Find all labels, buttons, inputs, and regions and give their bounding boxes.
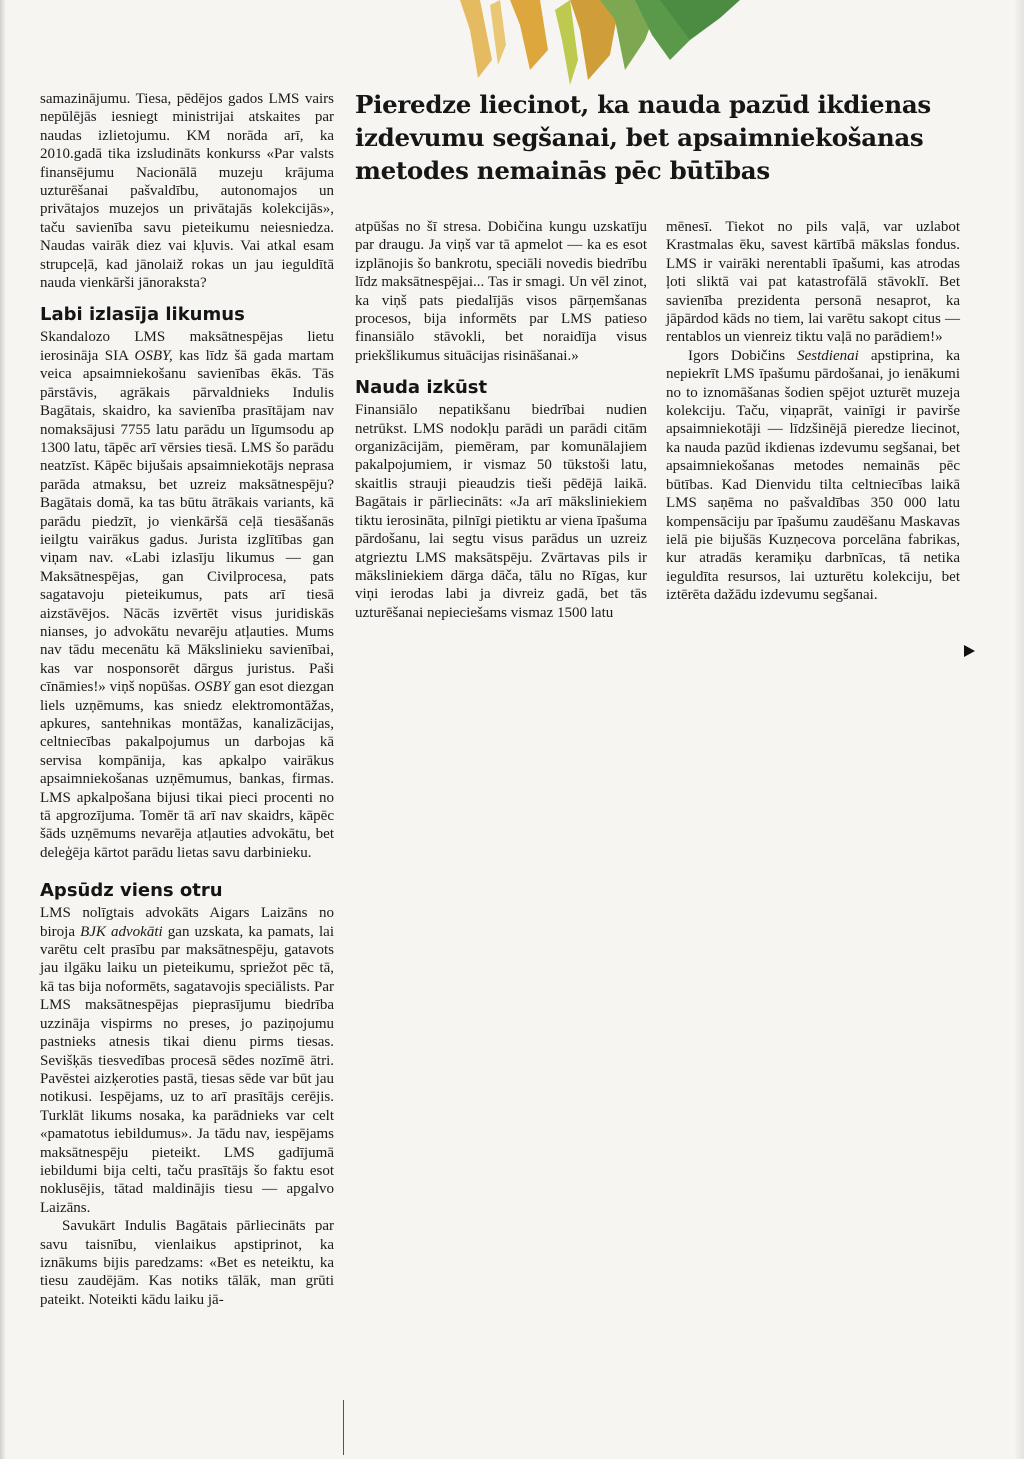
paint-splash-decoration <box>420 0 750 90</box>
section-heading-labi-izlasija: Labi izlasīja likumus <box>40 304 245 326</box>
continue-arrow-icon <box>964 645 975 657</box>
paragraph: Finansiālo nepatikšanu biedrībai nudien netrūkst. LMS nodokļu parādi un parādi citām organizācijām, piemēram, par komunālajiem pakalpojumiem, ir vismaz 50 tūkstoši latu, skaitlis strauji pieaudzis tieši pēdējā laikā. Bagātais ir pārliecināts: «Ja arī māksliniekiem tiktu ierosināta, pilnīgi pietiktu ar viena īpašuma pārdošanu, lai segtu visus parādus un uzreiz atgrieztu LMS maksātspēju. Zvārtavas pils ir māksliniekiem dārga dāča, tālu no Rīgas, kur viņi ierodas labi ja divreiz gadā, bet tās uzturēšanai nepieciešams vismaz 1500 latu <box>355 402 647 621</box>
company-name: OSBY <box>194 679 231 696</box>
firm-name: BJK advokāti <box>80 923 163 940</box>
paragraph: Igors Dobičins Sestdienai apstiprina, ka nepiekrīt LMS īpašumu pārdošanai, jo ienākumi no to iznomāšanas šodien spējot uzturēt muzeja kolekciju. Taču, viņaprāt, vainīgi ir pavirše apsaimniekotāji — līdzšinējā pieredze liecinot, ka nauda pazūd ikdienas izdevumu segšanai, bet apsaimniekošanas metodes nemainās pēc būtības. Kad Dienvidu tilta celtniecības laikā LMS saņēma no pašvaldības 350 000 latu kompensāciju par īpašumu zaudēšanu Maskavas ielā pie bijušās Kuzņecova porcelāna fabrikas, kur atradās keramiķu darbnīcas, tā netika ieguldīta resursos, lai uzturētu kolekciju, bet iztērēta dažādu izdevumu segšanai. <box>666 347 960 604</box>
page-shadow <box>0 0 6 1459</box>
paragraph: samazinājumu. Tiesa, pēdējos gados LMS vairs nepūlējās iesniegt ministrijai atskaites par naudas izlietojumu. KM norāda arī, ka 2010.gadā tika izsludināts konkurss «Par valsts finansējumu Nacionālā muzeju krājuma uzturēšanai pašvaldību, autonomajos un privātajos muzejos un privātajās kolekcijās», taču savienība savu pieteikumu neiesniedza. Naudas vairāk diez vai kļuvis. Vai atkal esam strupceļā, kad jānolaiž rokas un jau ieguldītā nauda vienkārši jānoraksta? <box>40 91 334 292</box>
page-fold <box>1014 0 1024 1459</box>
text-column-2 <box>355 218 647 622</box>
text-column-1 <box>40 90 334 1309</box>
publication-name: Sestdienai <box>797 347 859 364</box>
section-heading-nauda-izkust: Nauda izkūst <box>355 377 488 399</box>
paragraph: mēnesī. Tiekot no pils vaļā, var uzlabot Krastmalas ēku, savest kārtībā mākslas fondus. LMS ir vairāki nerentabli īpašumi, kas atrodas ļoti sliktā vai pat katastrofālā stāvoklī. Bet savienība prezidenta personā nesaprot, ka jāpārdod kāds no tiem, lai varētu sakopt citus — rentablos un vienreiz tiktu vaļā no parādiem!» <box>666 219 960 346</box>
paragraph: LMS nolīgtais advokāts Aigars Laizāns no biroja BJK advokāti gan uzskata, ka pamats, lai varētu celt prasību par maksātnespēju, gatavots jau ilgāku laiku un pieteikumu, spriežot pēc tā, kā tas bija noformēts, sagatavojis speciālists. Par LMS maksātnespējas pieprasījumu biedrība uzzināja vispirms no preses, jo paziņojumu pastnieks atnesis tikai dienu pirms tiesas. Sevišķās tiesvedības procesā sēdes nozīmē ātri. Pavēstei aizķeroties pastā, tiesas sēde var būt jau notikusi. Iespējams, uz to arī prasītājs cerējis. Turklāt likums nosaka, ka parādnieks var celt «pamatotus iebildumus». Ja tādu nav, iespējams maksātnespēju pieteikt. LMS gadījumā iebildumi bija celti, taču prasītājs šo faktu esot noklusējis, tātad maldinājis tiesu — apgalvo Laizāns. <box>40 905 334 1216</box>
company-name: OSBY, <box>134 347 173 364</box>
article-headline: Pieredze liecinot, ka nauda pazūd ikdienas izdevumu segšanai, bet apsaimniekošanas metodes nemainās pēc būtības <box>355 90 931 185</box>
section-heading-apsudz: Apsūdz viens otru <box>40 880 223 902</box>
paragraph: Skandalozo LMS maksātnespējas lietu ierosināja SIA OSBY, kas līdz šā gada martam veica apsaimniekošanu savienības ēkās. Tās pārstāvis, agrākais pārvaldnieks Indulis Bagātais, skaidro, ka savienība prasītājam nav nomaksājusi 7755 latu parādu un līgumsodu ap 1300 latu, tāpēc arī vērsies tiesā. LMS šo parādu neatzīst. Kāpēc bijušais apsaimniekotājs neprasa parāda atmaksu, bet uzreiz maksātnespēju? Bagātais domā, ka tas būtu ātrākais variants, kā parādu piedzīt, jo vienkāršā ceļā tiesāšanās ieilgtu vairākus gadus. Jurista izglītības gan viņam nav. «Labi izlasīju likumus — gan Maksātnespējas, gan Civilprocesa, pats sagatavoju pieteikumus, pats arī tiesā aizstāvējos. Nācās izvērtēt visus juridiskās nianses, jo advokātu nevarēju atļauties. Mums nav tādu mecenātu kā Mākslinieku savienībai, kas var nosponsorēt dārgus juristus. Paši cīnāmies!» viņš nopūšas. OSBY gan esot diezgan liels uzņēmums, kas sniedz elektromontāžas, apkures, santehnikas montāžas, kanalizācijas, celtniecības pakalpojumus un darbojas kā servisa kompānija, kas apkalpo vairākus apsaimniekošanas uzņēmumus, bankas, firmas. LMS apkalpošana bijusi tikai pieci procenti no tā apgrozījuma. Tomēr tā arī nav skaidrs, kāpēc šāds uzņēmums nevarēja atļauties advokātu, bet deleģēja kārtot parādu lietas savu darbinieku. <box>40 329 334 861</box>
paragraph: Savukārt Indulis Bagātais pārliecināts par savu taisnību, vienlaikus apstiprinot, ka iznākums bijis paredzams: «Bet es neteiktu, ka tiesu zaudējām. Kas notiks tālāk, man grūti pateikt. Noteikti kādu laiku jā- <box>40 1218 334 1308</box>
column-divider <box>343 1400 344 1455</box>
paragraph: atpūšas no šī stresa. Dobičina kungu uzskatīju par draugu. Ja viņš var tā apmelot — ka es esot izplānojis šo bankrotu, speciāli novedis biedrību līdz maksātnespējai... Tas ir smagi. Un vēl zinot, ka viņš pats piedalījās visos pārņemšanas procesos, bija informēts par LMS patieso finansiālo stāvokli, bet noraidīja visus priekšlikumus situācijas risināšanai.» <box>355 219 647 364</box>
text-column-3 <box>666 218 960 605</box>
